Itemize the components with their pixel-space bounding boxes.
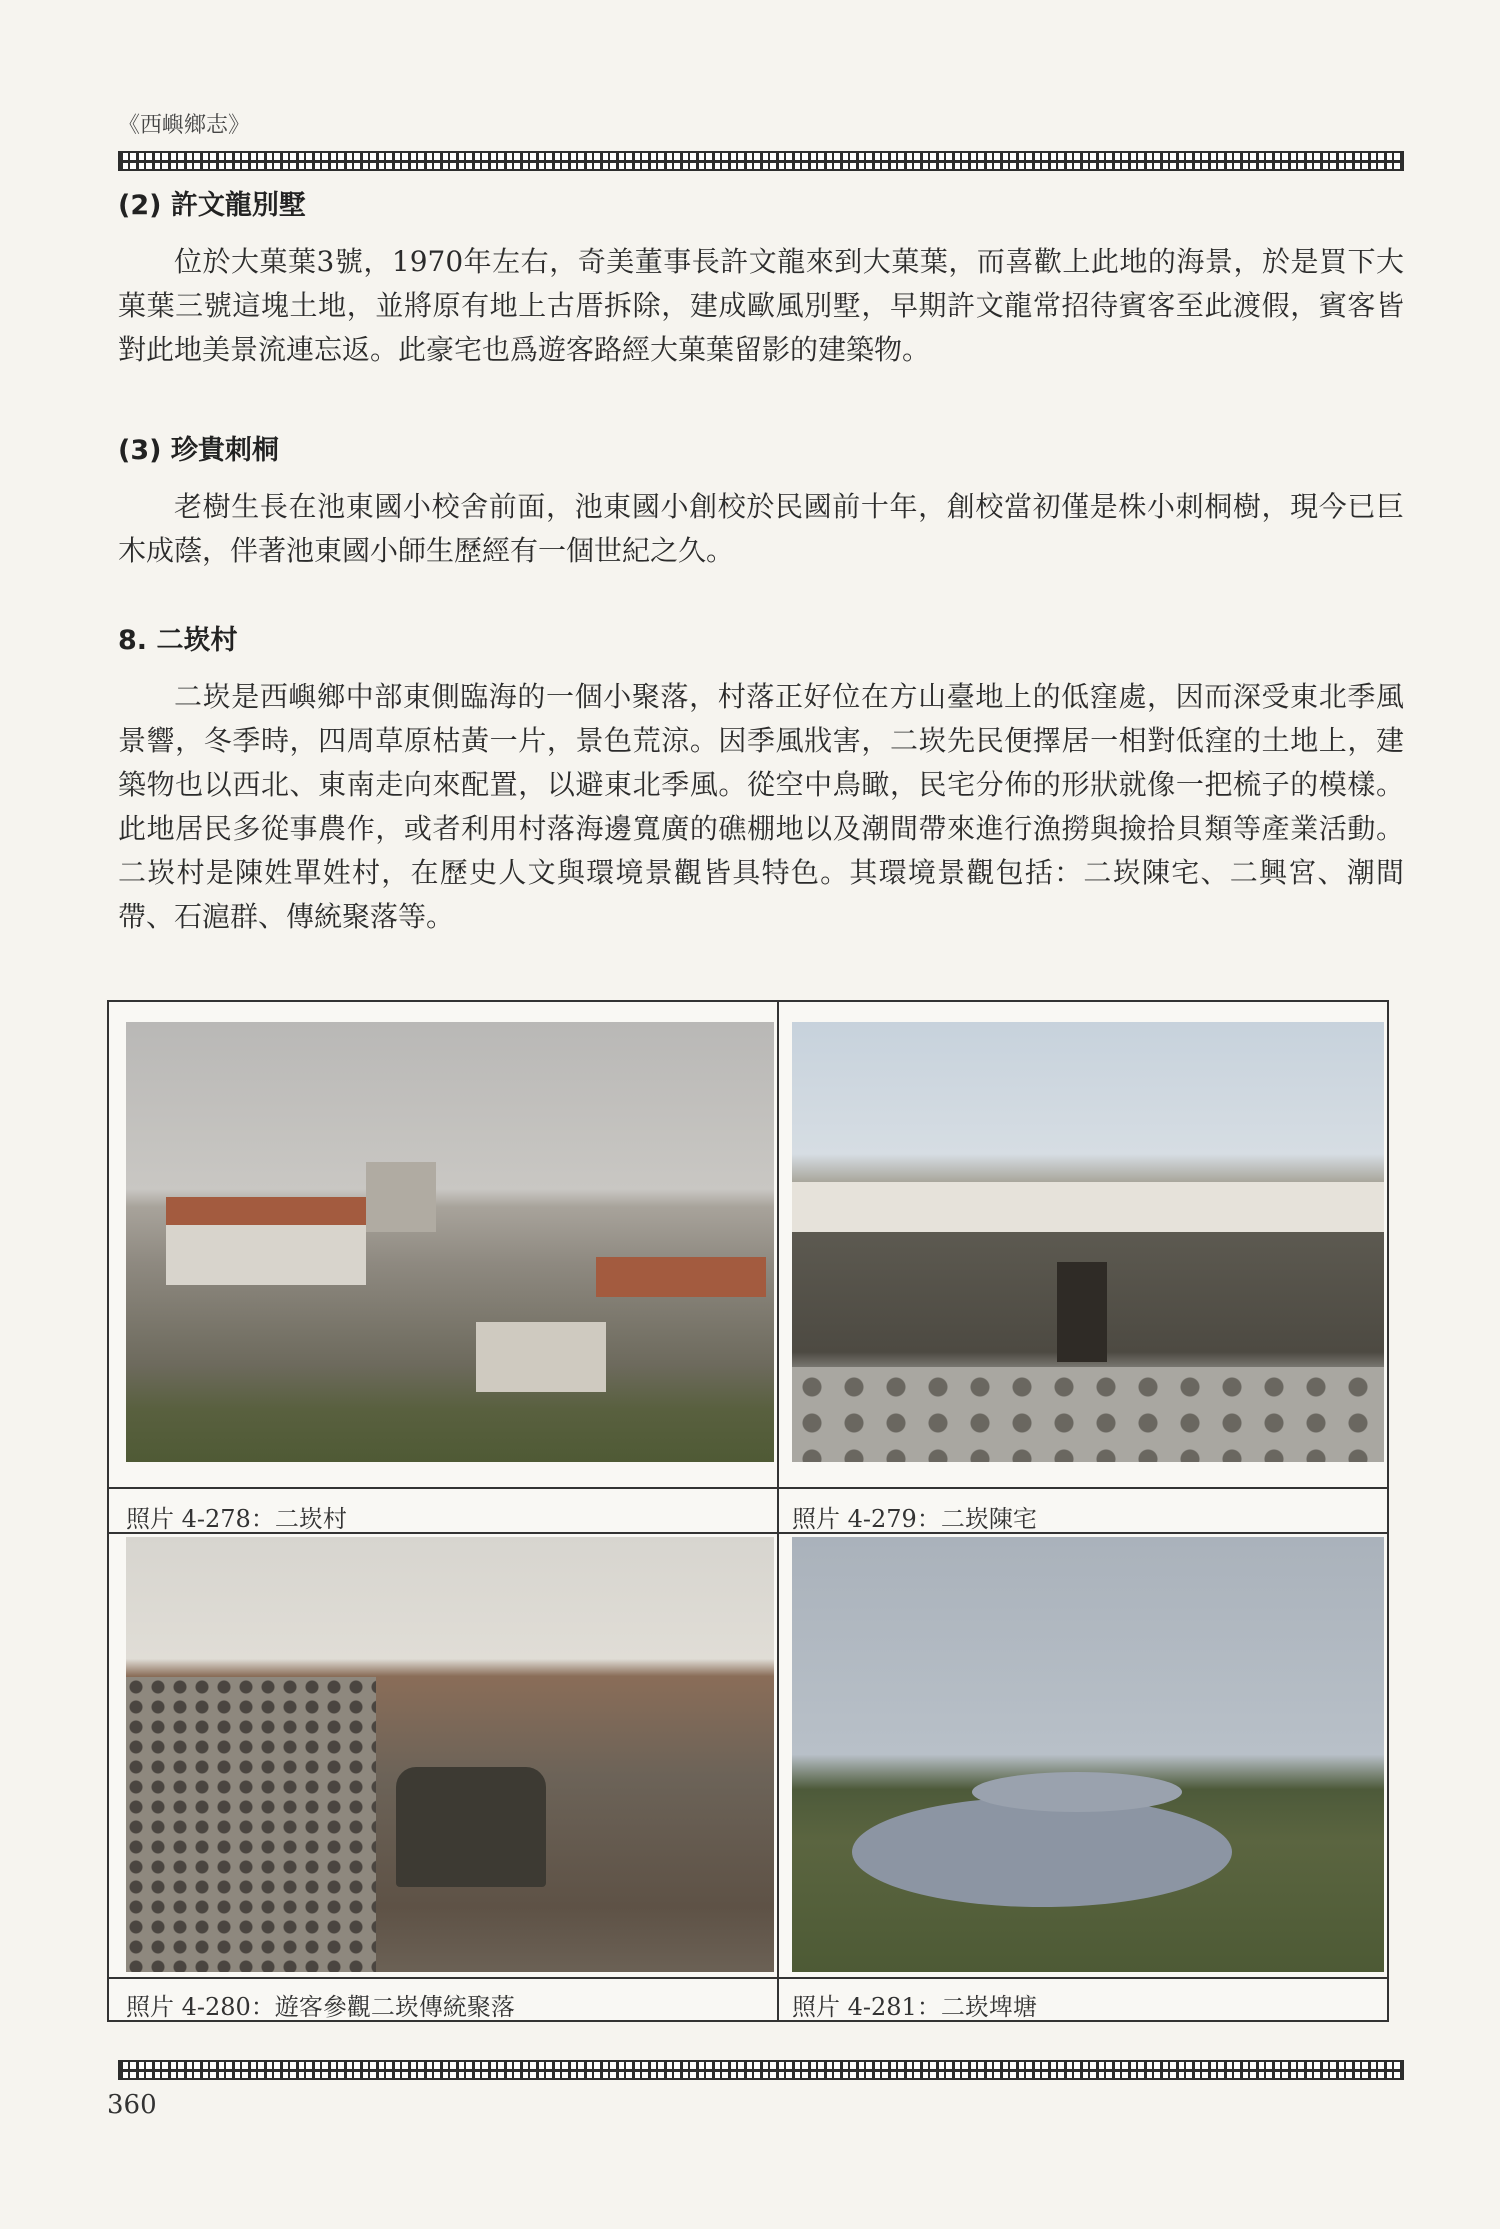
page-number: 360: [107, 2090, 157, 2120]
decorative-border-bottom: [118, 2060, 1404, 2080]
section-body-villa: 位於大菓葉3號，1970年左右，奇美董事長許文龍來到大菓葉，而喜歡上此地的海景，於是買下大菓葉三號這塊土地，並將原有地上古厝拆除，建成歐風別墅，早期許文龍常招待賓客至此渡假，賓客皆對此地美景流連忘返。此豪宅也爲遊客路經大菓葉留影的建築物。: [118, 245, 1404, 366]
grid-divider: [109, 1487, 1387, 1489]
photo-caption: 照片 4-280：遊客參觀二崁傳統聚落: [126, 1993, 515, 2021]
section-villa: [118, 183, 1404, 372]
grid-divider: [777, 1002, 779, 2020]
section-body-village: 二崁是西嶼鄉中部東側臨海的一個小聚落，村落正好位在方山臺地上的低窪處，因而深受東北季風景響，冬季時，四周草原枯黃一片，景色荒涼。因季風戕害，二崁先民便擇居一相對低窪的土地上，建築物也以西北、東南走向來配置，以避東北季風。從空中鳥瞰，民宅分佈的形狀就像一把梳子的模樣。此地居民多從事農作，或者利用村落海邊寬廣的礁棚地以及潮間帶來進行漁撈與撿拾貝類等產業活動。 二崁村是陳姓單姓村，在歷史人文與環境景觀皆具特色。其環境景觀包括：二崁陳宅、二興宮、潮間帶、石滬群、傳統聚落等。: [118, 680, 1404, 933]
photo-caption: 照片 4-281：二崁埤塘: [792, 1993, 1037, 2021]
photo-pond: [792, 1537, 1384, 1972]
section-heading-village: 8. 二崁村: [118, 625, 238, 656]
section-village: [118, 618, 1404, 939]
photo-erkan-village: [126, 1022, 774, 1462]
running-head: 《西嶼鄉志》: [118, 113, 251, 138]
photo-grid: [107, 1000, 1389, 2022]
photo-chen-residence: [792, 1022, 1384, 1462]
photo-caption: 照片 4-278：二崁村: [126, 1505, 347, 1533]
decorative-border-top: [118, 151, 1404, 171]
section-heading-tree: (3) 珍貴刺桐: [118, 435, 279, 466]
photo-visitors-traditional-settlement: [126, 1537, 774, 1972]
pond-shape: [852, 1797, 1232, 1907]
section-tree: [118, 428, 1404, 573]
photo-caption: 照片 4-279：二崁陳宅: [792, 1505, 1037, 1533]
section-heading-villa: (2) 許文龍別墅: [118, 190, 306, 221]
section-body-tree: 老樹生長在池東國小校舍前面，池東國小創校於民國前十年，創校當初僅是株小刺桐樹，現今已巨木成蔭，伴著池東國小師生歷經有一個世紀之久。: [118, 490, 1404, 567]
pond-shape: [972, 1772, 1182, 1812]
grid-divider: [109, 1977, 1387, 1979]
